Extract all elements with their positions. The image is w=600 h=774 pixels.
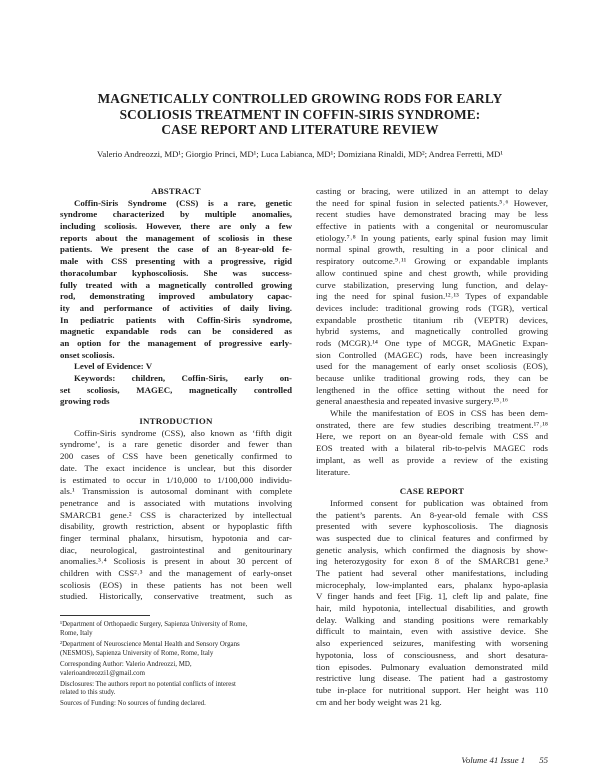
body-line: is estimated to occur in 1/10,000 to 1/100,000 individu- [60,474,292,485]
body-line: The patient had several other manifestations, including [316,568,548,578]
title-line: SCOLIOSIS TREATMENT IN COFFIN-SIRIS SYNDROME: [119,106,481,122]
body-line: diac, neurological, gastrointestinal and genitourinary [60,544,292,555]
body-line: studied. Historically, conservative treatment, such as [60,591,292,602]
body-line: V finger hands and feet [Fig. 1], cleft lip and palate, fine [316,591,548,602]
body-line: rods (MCGR).¹⁴ One type of MCGR, MAGnetic Expan- [316,337,548,348]
right-column [316,186,548,708]
body-line: the need for spinal fusion in selected patients.⁵˒⁶ However, [316,197,548,208]
funding [60,700,292,709]
body-line: tube in-place for nutritional support. Her height was 110 [316,684,548,695]
title-line: CASE REPORT AND LITERATURE REVIEW [161,122,439,137]
spacer [316,478,548,486]
body-line: anomalies.³˒⁴ Scoliosis is present in about 30 percent of [60,556,292,567]
left-column [60,186,292,711]
body-line: implant, as well as provide a review of the existing [316,454,548,465]
body-line: penetrance and is associated with mutations involving [60,497,292,508]
body-line: effective in patients with a congenital or neuromuscular [316,221,548,232]
body-line: etiology.⁷˒⁸ In young patients, early spinal fusion may limit [316,232,548,243]
body-line: also experienced seizures, manifesting with worsening [316,638,548,649]
body-line: finger terminal phalanx, hirsutism, hypotonia and car- [60,532,292,543]
abstract-line: ity and performance of activities of daily living. [60,302,292,313]
abstract-line: onset scoliosis. [60,349,115,360]
abstract-line: In pediatric patients with Coffin-Siris syndrome, [60,314,292,325]
body-line: normal spinal growth, resulting in a poor clinical and [316,244,548,255]
affiliation-1 [60,621,292,639]
body-line: While the manifestation of EOS in CSS has been dem- [330,408,548,419]
footnote-line: Corresponding Author: Valerio Andreozzi, MD, [60,660,192,668]
volume-issue: Volume 41 Issue 1 [461,755,526,765]
body-line: used for the management of early onset scoliosis (EOS), [316,361,548,372]
case-report-body [316,498,548,708]
corresponding-author [60,661,292,679]
body-line: Informed consent for publication was obtained from [330,497,548,508]
body-line: allow continued spine and chest growth, while providing [316,267,548,278]
body-line: 200 cases of CSS have been genetically confirmed to [60,451,292,462]
footnote-line: Disclosures: The authors report no potential conflicts of interest [60,680,236,688]
abstract-line: including scoliosis. However, there are only a few [60,221,292,232]
body-line: was suspected due to clinical features and confirmed by [316,532,548,543]
body-line: presented with severe kyphoscoliosis. The diagnosis [316,521,548,532]
page-number: 55 [539,755,548,765]
body-line: sion Controlled (MAGEC) rods, have been increasingly [316,349,548,360]
body-line: the patient’s parents. An 8-year-old female with CSS [316,509,548,520]
body-line: because unlike traditional growing rods, they can be [316,373,548,383]
author-list: Valerio Andreozzi, MD¹; Giorgio Princi, MD¹; Luca Labianca, MD¹; Domiziana Rinaldi, MD²; Andrea Ferretti, MD¹ [97,149,503,159]
body-line: hypotonia, loss of consciousness, and short desatura- [316,649,548,660]
footnote-line: Sources of Funding: No sources of funding declared. [60,700,206,708]
page-footer [461,755,548,765]
case-report-heading: CASE REPORT [399,486,465,497]
body-line: general anaesthesia and repeated invasive surgery.¹⁵˒¹⁶ [316,396,508,407]
footnote-line: ²Department of Neuroscience Mental Health and Sensory Organs [60,640,240,648]
body-line: curve stabilization, preserving lung function, and delay- [316,279,548,290]
abstract-line: Coffin-Siris Syndrome (CSS) is a rare, genetic [74,197,292,208]
keywords-line: Keywords: children, Coffin-Siris, early on- [74,373,292,383]
footnote-line: ¹Department of Orthopaedic Surgery, Sapienza University of Rome, [60,621,248,629]
body-line: respiratory outcome.⁹˒¹¹ Growing or expandable implants [316,256,548,267]
keywords-line: growing rods [60,396,110,407]
keywords-line: set scoliosis, MAGEC, magnetically controlled [60,384,292,395]
abstract-line: patients. We present the case of an 8-year-old fe- [60,244,292,255]
body-line: ing the need for spinal fusion.¹²˒¹³ Types of expandable [316,291,548,302]
footnote-line: Rome, Italy [60,629,93,637]
body-line: literature. [316,466,351,477]
footnote-separator [60,615,150,616]
abstract-line: reports about the management of scoliosis in these [60,232,292,243]
body-line: EOS treated with a bilateral rib-to-pelvis MAGEC rods [316,443,548,454]
footnote-line: related to this study. [60,689,116,697]
body-line: delay. Walking and standing positions were remarkably [316,614,548,625]
body-line: als.¹ Transmission is autosomal dominant with complete [60,486,292,497]
title-line: MAGNETICALLY CONTROLLED GROWING RODS FOR EARLY [97,91,503,106]
footnote-line: valerioandreozzi1@gmail.com [60,669,145,677]
body-line: date. The exact incidence is unclear, but this disorder [60,462,292,473]
abstract-heading: ABSTRACT [151,186,201,196]
body-line: genetic analysis, which confirmed the diagnosis by show- [316,544,548,555]
body-line: lengthened in the office setting without the need for [316,384,548,395]
abstract-line: rod, demonstrating improved ambulatory capac- [60,291,292,302]
body-line: restrictive lung disease. The patient had a gastrostomy [316,673,548,684]
body-line: difficult to maintain, even with assistive device. She [316,626,548,637]
body-line: Coffin-Siris syndrome (CSS), also known as ‘fifth digit [74,427,292,438]
body-line: cm and her body weight was 21 kg. [316,696,442,707]
spacer [60,408,292,416]
footnotes [60,621,292,709]
abstract-line: male with CSS presenting with a progressive, rigid [60,256,292,267]
introduction-continued [316,186,548,478]
introduction-body [60,428,292,603]
article-title [60,91,540,138]
abstract-line: fully treated with a magnetically controlled growing [60,279,292,290]
body-line: devices include: traditional growing rods (TGR), vertical [316,302,548,313]
abstract-line: syndrome characterized by multiple anomalies, [60,209,292,220]
body-line: recent studies have demonstrated bracing may be less [316,209,548,220]
body-line: casting or bracing, were utilized in an attempt to delay [316,186,548,196]
body-line: hybrid systems, and magnetically controlled growing [316,326,548,337]
body-line: disability, growth restriction, absent or hypoplastic fifth [60,521,292,532]
body-line: ing heterozygosity for exon 8 of the SMARCB1 gene.³ [316,556,548,567]
body-line: children with CSS²˒³ and the management of early-onset [60,568,292,578]
body-line: SMARCB1 gene.² CSS is characterized by intellectual [60,509,292,520]
disclosures [60,681,292,699]
body-line: hair, mild hypotonia, intellectual disabilities, and growth [316,603,548,614]
body-line: scoliosis (EOS) in these patients has not been well [60,579,292,590]
abstract-line: magnetic expandable rods can be considered as [60,326,292,337]
body-line: syndrome’, is a rare genetic disorder and fewer than [60,439,292,450]
body-line: Here, we report on an 8year-old female with CSS and [316,431,548,442]
footnote-line: (NESMOS), Sapienza University of Rome, Rome, Italy [60,649,214,657]
abstract-line: thoracolumbar kyphoscoliosis. She was success- [60,267,292,278]
introduction-heading: INTRODUCTION [139,416,213,427]
body-line: tion episodes. Pulmonary evaluation demonstrated mild [316,661,548,672]
level-of-evidence: Level of Evidence: V [74,361,153,372]
abstract-body [60,198,292,408]
body-line: expandable prosthetic titanium rib (VEPTR) devices, [316,314,548,325]
body-line: onstrated, there are few studies describing treatment.¹⁷˒¹⁸ [316,419,548,430]
abstract-line: an option for the management of progressive early- [60,337,292,348]
affiliation-2 [60,641,292,659]
body-line: microcephaly, low-implanted ears, phalanx hypo-aplasia [316,579,548,590]
